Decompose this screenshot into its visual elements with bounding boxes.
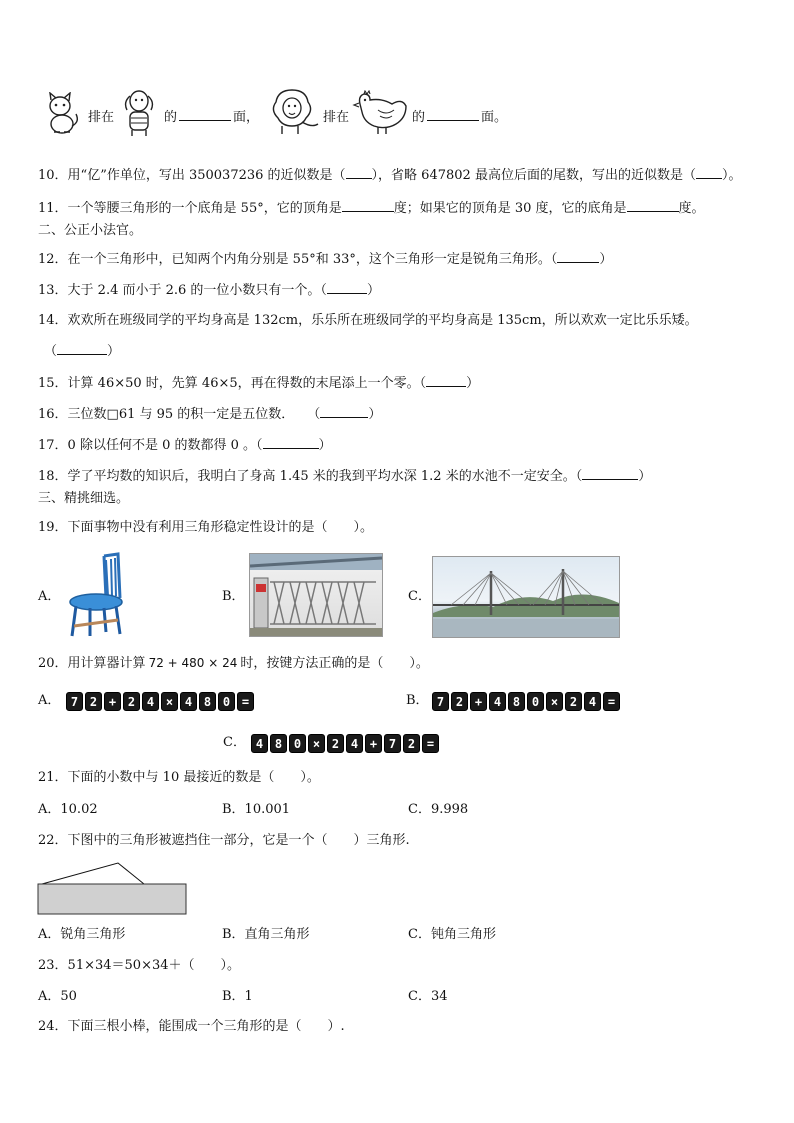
question-text: 欢欢所在班级同学的平均身高是 132cm，乐乐所在班级同学的平均身高是 135cm，所以欢欢一定比乐乐矮。 (67, 313, 698, 328)
calculator-key: 7 (384, 734, 401, 753)
question-21 (38, 769, 320, 787)
question-number: 18． (38, 469, 68, 484)
bracket-close: ） (366, 283, 380, 298)
bracket-close: ） (638, 469, 652, 484)
hidden-triangle-figure (36, 860, 190, 918)
question-10 (38, 166, 741, 185)
question-text: 下面的小数中与 10 最接近的数是（ ）。 (67, 770, 320, 785)
calculator-key: 2 (451, 692, 468, 711)
calculator-key: 4 (180, 692, 197, 711)
question-text: 0 除以任何不是 0 的数都得 0 。（ (67, 438, 263, 453)
question-text: 时，按键方法正确的是（ ）。 (240, 656, 429, 671)
de-label-1: 的 (164, 110, 178, 125)
question-number: 20． (38, 656, 68, 671)
question-13 (38, 281, 380, 300)
option-b-label[interactable]: B． (222, 589, 245, 604)
answer-blank[interactable] (327, 281, 367, 294)
question-number: 19． (38, 520, 68, 535)
mian-label-2: 面。 (481, 110, 508, 125)
question-number: 22． (38, 833, 68, 848)
calculator-key: 0 (218, 692, 235, 711)
calculator-key: + (365, 734, 382, 753)
calculator-key: 7 (66, 692, 83, 711)
calculator-key: 2 (85, 692, 102, 711)
question-11 (38, 199, 705, 218)
answer-blank[interactable] (263, 436, 319, 449)
question-text: 下面事物中没有利用三角形稳定性设计的是（ ）。 (67, 520, 374, 535)
question-text: 度；如果它的顶角是 30 度，它的底角是 (393, 201, 627, 216)
answer-blank[interactable] (342, 199, 394, 212)
question-number: 10． (38, 168, 68, 183)
question-22 (38, 832, 410, 850)
answer-blank[interactable] (557, 250, 599, 263)
answer-blank-1[interactable] (179, 108, 231, 121)
bridge-image (432, 556, 620, 638)
calculator-key: = (422, 734, 439, 753)
calculator-key: 7 (432, 692, 449, 711)
option-c-label[interactable]: C． (223, 735, 246, 750)
question-number: 12． (38, 252, 68, 267)
question-14-answer (44, 342, 120, 361)
question-number: 17． (38, 438, 68, 453)
calculator-key: 8 (270, 734, 287, 753)
question-number: 14． (38, 313, 68, 328)
question-12 (38, 250, 612, 269)
mian-label-1: 面， (233, 110, 260, 125)
calculator-key: 4 (346, 734, 363, 753)
option-c-label[interactable]: C． (408, 589, 431, 604)
question-20 (38, 654, 429, 673)
calculator-key: 8 (199, 692, 216, 711)
option-b[interactable]: B．1 (222, 989, 253, 1004)
question-23 (38, 957, 240, 975)
question-number: 21． (38, 770, 68, 785)
question-text: 在一个三角形中，已知两个内角分别是 55°和 33°，这个三角形一定是锐角三角形。（ (67, 252, 558, 267)
hen-icon (352, 90, 410, 136)
key-sequence-a (66, 692, 254, 711)
bracket-close: ） (466, 376, 480, 391)
option-a-label[interactable]: A． (38, 693, 61, 708)
bracket-close: ） (107, 344, 121, 359)
calculator-key: 8 (508, 692, 525, 711)
answer-blank[interactable] (346, 166, 372, 179)
answer-blank[interactable] (426, 374, 466, 387)
question-number: 23． (38, 958, 68, 973)
option-a[interactable]: A．锐角三角形 (38, 927, 126, 942)
chair-image (66, 552, 128, 638)
question-text: 用“亿”作单位，写出 350037236 的近似数是（ (67, 168, 346, 183)
calculator-key: + (470, 692, 487, 711)
question-16 (38, 405, 381, 424)
question-number: 11． (38, 201, 68, 216)
question-14 (38, 312, 698, 330)
question-15 (38, 374, 479, 393)
option-a[interactable]: A．50 (38, 989, 77, 1004)
bracket-close: ） (599, 252, 613, 267)
animal-row (38, 88, 758, 138)
question-text: 下图中的三角形被遮挡住一部分，它是一个（ ）三角形. (67, 833, 410, 848)
answer-blank[interactable] (320, 405, 368, 418)
calculator-key: 0 (289, 734, 306, 753)
de-label-2: 的 (412, 110, 426, 125)
answer-blank-2[interactable] (427, 108, 479, 121)
calculator-key: = (603, 692, 620, 711)
cat-icon (42, 92, 82, 136)
bracket-open: （ (44, 344, 58, 359)
section-3-heading: 三、精挑细选。 (38, 491, 130, 506)
answer-blank[interactable] (696, 166, 722, 179)
question-text: 三位数□61 与 95 的积一定是五位数． （ (67, 407, 321, 422)
question-19 (38, 519, 373, 537)
question-number: 24． (38, 1019, 68, 1034)
calculator-key: × (546, 692, 563, 711)
question-text: 计算 46×50 时，先算 46×5，再在得数的末尾添上一个零。（ (67, 376, 427, 391)
bracket-close: ） (368, 407, 382, 422)
key-sequence-c (251, 734, 439, 753)
key-sequence-b (432, 692, 620, 711)
answer-blank[interactable] (582, 467, 638, 480)
question-number: 15． (38, 376, 68, 391)
question-text: 下面三根小棒，能围成一个三角形的是（ ）. (67, 1019, 345, 1034)
question-text: 学了平均数的知识后，我明白了身高 1.45 米的我到平均水深 1.2 米的水池不一定安全。（ (67, 469, 583, 484)
option-a-label[interactable]: A． (38, 589, 61, 604)
question-24 (38, 1018, 345, 1036)
pai-zai-label-1: 排在 (88, 110, 115, 125)
lion-icon (262, 88, 322, 136)
question-text: 用计算器计算 (67, 656, 146, 671)
calculator-key: 4 (584, 692, 601, 711)
question-number: 16． (38, 407, 68, 422)
calculator-key: + (104, 692, 121, 711)
pai-zai-label-2: 排在 (323, 110, 350, 125)
question-17 (38, 436, 332, 455)
calculator-key: 2 (123, 692, 140, 711)
calculator-key: 4 (489, 692, 506, 711)
question-text: 度。 (678, 201, 705, 216)
calculator-key: 2 (565, 692, 582, 711)
option-c[interactable]: C．34 (408, 989, 448, 1004)
calculator-key: 4 (251, 734, 268, 753)
calculator-key: = (237, 692, 254, 711)
math-expression: 72 + 480 × 24 (148, 656, 238, 670)
question-text: 一个等腰三角形的一个底角是 55°，它的顶角是 (67, 201, 342, 216)
bracket-close: ） (318, 438, 332, 453)
dog-icon (120, 88, 158, 138)
calculator-key: × (161, 692, 178, 711)
section-2-heading: 二、公正小法官。 (38, 223, 143, 238)
answer-blank[interactable] (57, 342, 107, 355)
gate-image (249, 553, 383, 637)
calculator-key: × (308, 734, 325, 753)
question-text: 大于 2.4 而小于 2.6 的一位小数只有一个。（ (67, 283, 327, 298)
calculator-key: 0 (527, 692, 544, 711)
answer-blank[interactable] (627, 199, 679, 212)
option-b-label[interactable]: B． (406, 693, 429, 708)
calculator-key: 4 (142, 692, 159, 711)
option-a[interactable]: A．10.02 (38, 802, 98, 817)
question-number: 13． (38, 283, 68, 298)
option-b[interactable]: B．直角三角形 (222, 927, 310, 942)
option-c[interactable]: C．钝角三角形 (408, 927, 496, 942)
question-text: ）。 (721, 168, 742, 183)
question-text: ），省略 647802 最高位后面的尾数，写出的近似数是（ (371, 168, 696, 183)
option-b[interactable]: B．10.001 (222, 802, 291, 817)
calculator-key: 2 (327, 734, 344, 753)
question-18 (38, 467, 651, 486)
option-c[interactable]: C．9.998 (408, 802, 469, 817)
question-text: 51×34＝50×34＋（ ）。 (67, 958, 241, 973)
calculator-key: 2 (403, 734, 420, 753)
